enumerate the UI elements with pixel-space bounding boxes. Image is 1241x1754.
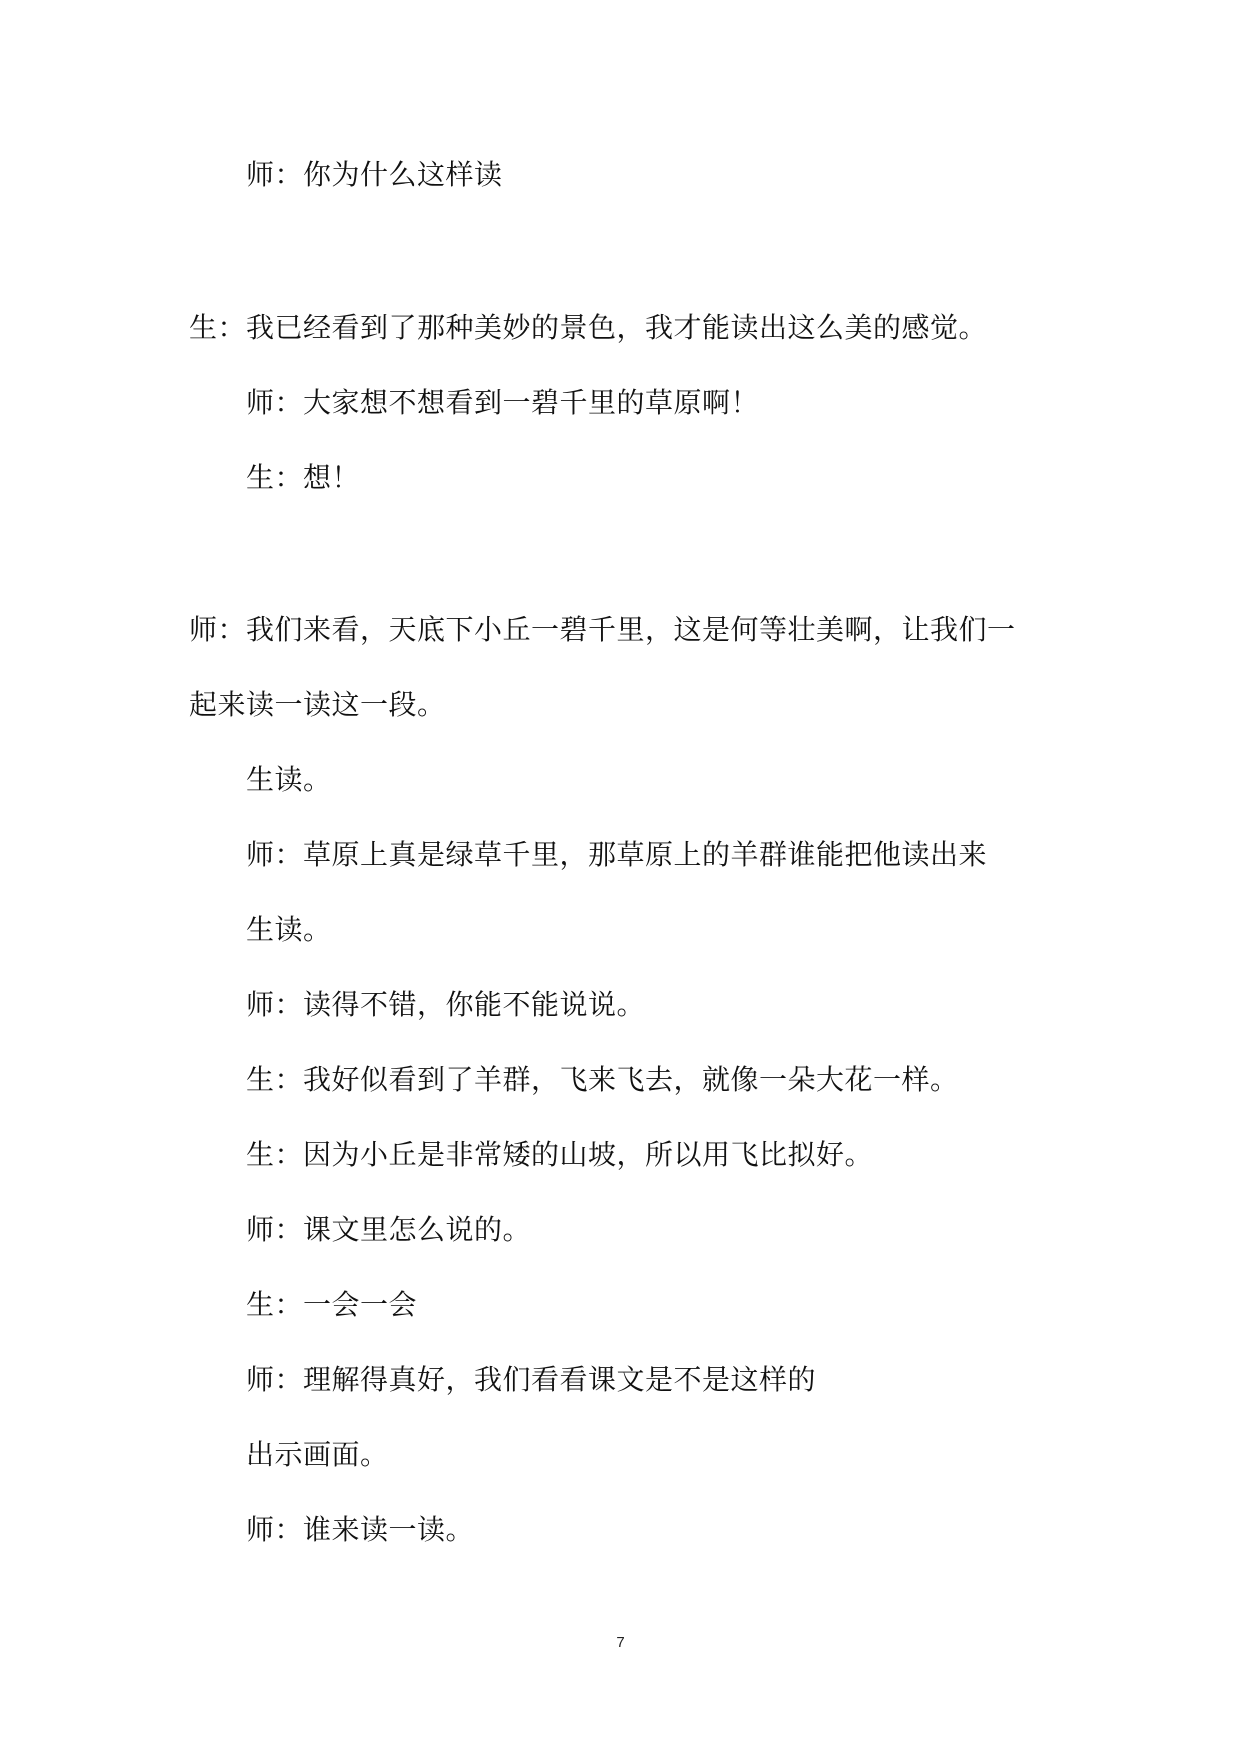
- dialogue-line: 起来读一读这一段。: [189, 688, 446, 721]
- page-number: 7: [616, 1634, 625, 1651]
- dialogue-line: 师：读得不错，你能不能说说。: [246, 988, 646, 1021]
- dialogue-line: 生：我好似看到了羊群，飞来飞去，就像一朵大花一样。: [246, 1063, 959, 1096]
- dialogue-line: 师：我们来看，天底下小丘一碧千里，这是何等壮美啊，让我们一: [189, 613, 1016, 646]
- dialogue-line: 师：大家想不想看到一碧千里的草原啊！: [246, 386, 760, 419]
- dialogue-line: 出示画面。: [246, 1438, 389, 1471]
- dialogue-line: 生读。: [246, 913, 332, 946]
- dialogue-line: 师：你为什么这样读: [246, 158, 503, 191]
- dialogue-line: 生：一会一会: [246, 1288, 418, 1321]
- dialogue-line: 师：课文里怎么说的。: [246, 1213, 532, 1246]
- dialogue-line: 师：谁来读一读。: [246, 1513, 475, 1546]
- dialogue-line: 生读。: [246, 763, 332, 796]
- dialogue-line: 师：草原上真是绿草千里，那草原上的羊群谁能把他读出来: [246, 838, 988, 871]
- dialogue-line: 生：因为小丘是非常矮的山坡，所以用飞比拟好。: [246, 1138, 874, 1171]
- dialogue-line: 生：我已经看到了那种美妙的景色，我才能读出这么美的感觉。: [189, 311, 988, 344]
- dialogue-line: 生：想！: [246, 461, 361, 494]
- dialogue-line: 师：理解得真好，我们看看课文是不是这样的: [246, 1363, 817, 1396]
